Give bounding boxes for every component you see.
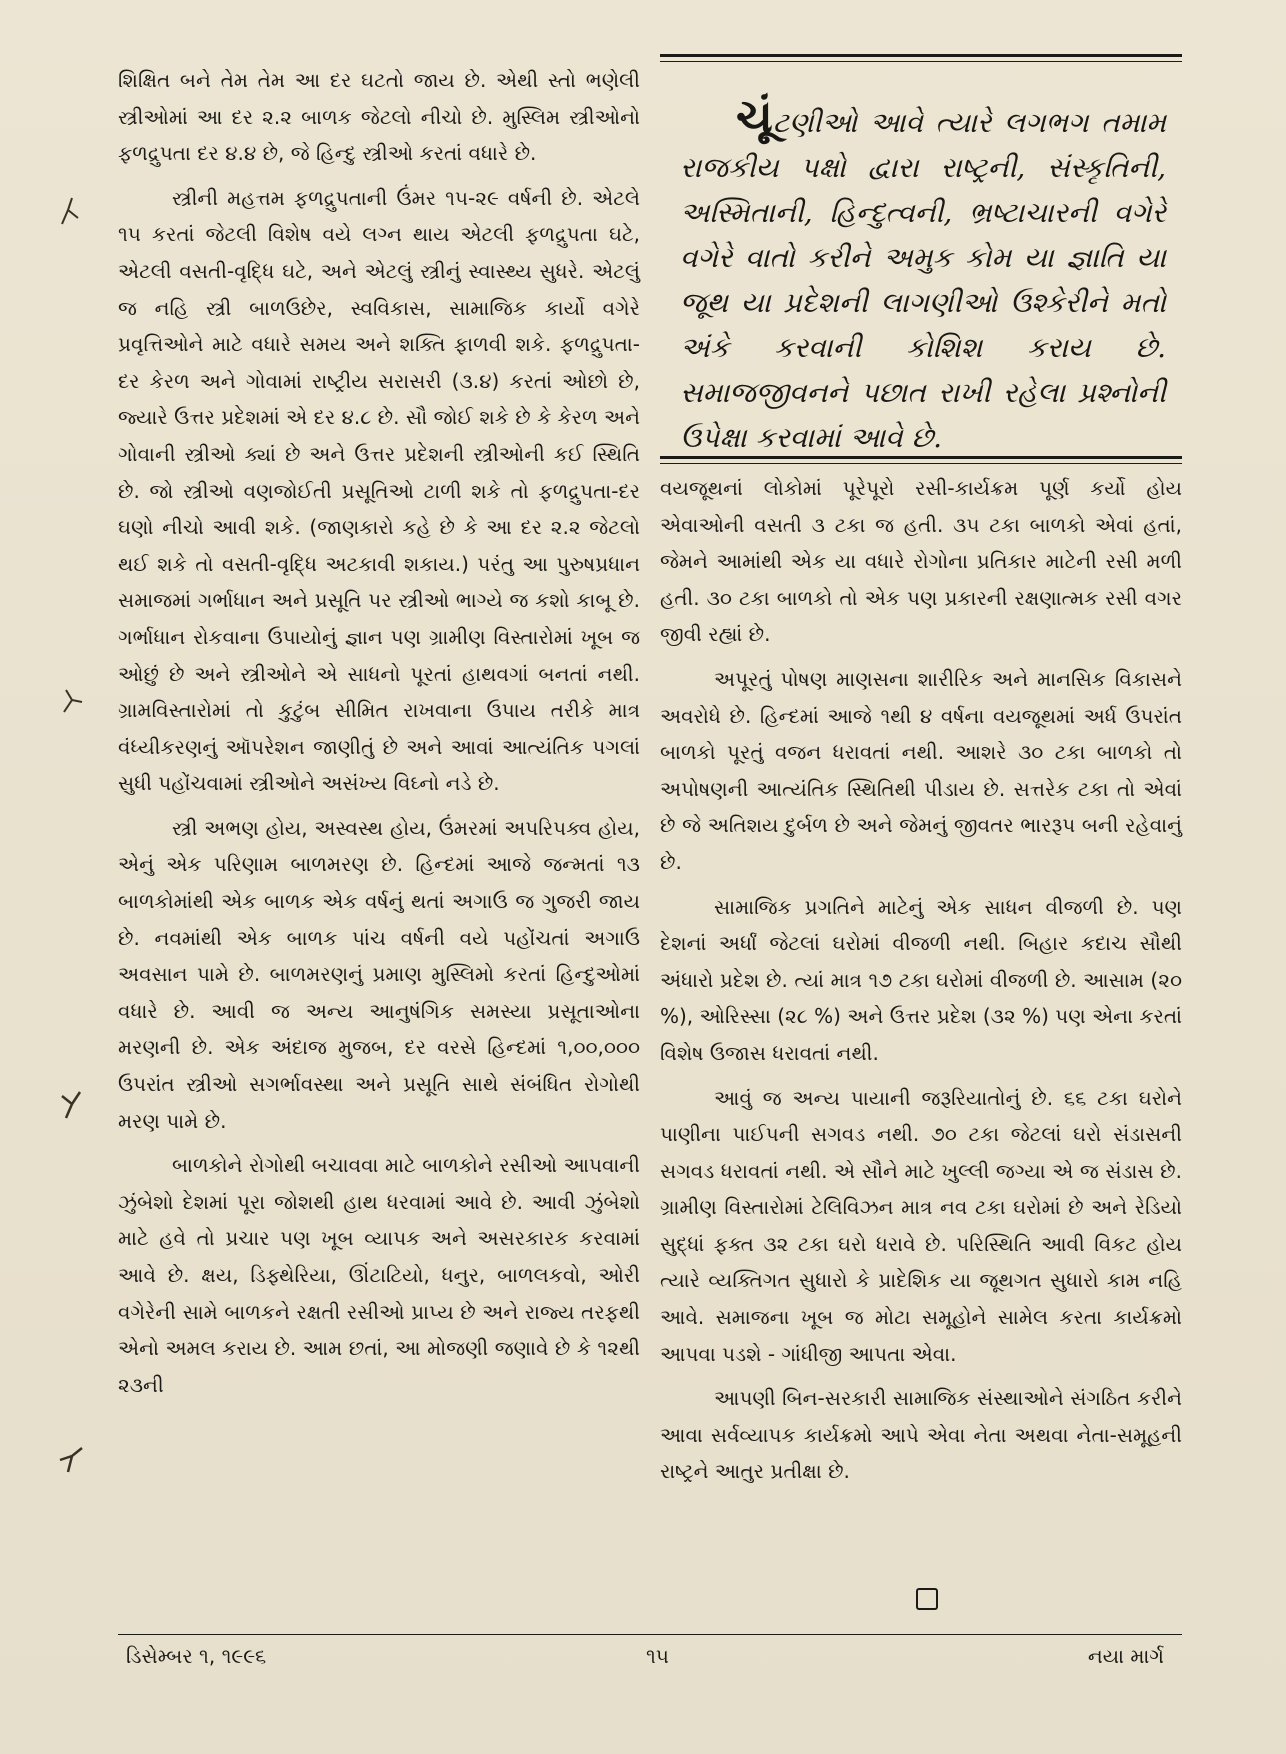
pull-quote-box	[660, 54, 1182, 464]
page-footer	[118, 1634, 1182, 1675]
right-paragraph-2: અપૂરતું પોષણ માણસના શારીરિક અને માનસિક વિકાસને અવરોધે છે. હિન્દમાં આજે ૧થી ૪ વર્ષના વયજૂથમાં અર્ધ ઉપરાંત બાળકો પૂરતું વજન ધરાવતાં નથી. આશરે ૩૦ ટકા બાળકો તો અપોષણની આત્યંતિક સ્થિતિથી પીડાય છે. સત્તરેક ટકા તો એવાં છે જે અતિશય દુર્બળ છે અને જેમનું જીવતર ભારરૂપ બની રહેવાનું છે.	[660, 666, 1182, 874]
right-paragraph-4: આવું જ અન્ય પાયાની જરૂરિયાતોનું છે. ૬૬ ટકા ઘરોને પાણીના પાઈપની સગવડ નથી. ૭૦ ટકા જેટલાં ઘરો સંડાસની સગવડ ધરાવતાં નથી. એ સૌને માટે ખુલ્લી જગ્યા એ જ સંડાસ છે. ગ્રામીણ વિસ્તારોમાં ટેલિવિઝન માત્ર નવ ટકા ઘરોમાં છે અને રેડિયો સુદ્ધાં ફક્ત ૩૨ ટકા ઘરો ધરાવે છે. પરિસ્થિતિ આવી વિકટ હોય ત્યારે વ્યક્તિગત સુધારો કે પ્રાદેશિક યા જૂથગત સુધારો કામ નહિ આવે. સમાજના ખૂબ જ મોટા સમૂહોને સામેલ કરતા કાર્યક્રમો આપવા પડશે - ગાંધીજી આપતા એવા.	[660, 1085, 1182, 1366]
footer-date: ડિસેમ્બર ૧, ૧૯૯૬	[126, 1644, 267, 1668]
left-paragraph-1: શિક્ષિત બને તેમ તેમ આ દર ઘટતો જાય છે. એથી સ્તો ભણેલી સ્ત્રીઓમાં આ દર ૨.૨ બાળક જેટલો નીચો છે. મુસ્લિમ સ્ત્રીઓનો ફળદ્રુપતા દર ૪.૪ છે, જે હિન્દુ સ્ત્રીઓ કરતાં વધારે છે.	[118, 68, 640, 166]
binding-hole-icon	[58, 1090, 86, 1120]
right-paragraph-3: સામાજિક પ્રગતિને માટેનું એક સાધન વીજળી છે. પણ દેશનાં અર્ધાં જેટલાં ઘરોમાં વીજળી નથી. બિહાર કદાચ સૌથી અંધારો પ્રદેશ છે. ત્યાં માત્ર ૧૭ ટકા ઘરોમાં વીજળી છે. આસામ (૨૦ %), ઓરિસ્સા (૨૮ %) અને ઉત્તર પ્રદેશ (૩૨ %) પણ એના કરતાં વિશેષ ઉજાસ ધરાવતાં નથી.	[660, 894, 1182, 1065]
left-column	[118, 62, 640, 1411]
right-paragraph-5: આપણી બિન-સરકારી સામાજિક સંસ્થાઓને સંગઠિત કરીને આવા સર્વવ્યાપક કાર્યક્રમો આપે એવા નેતા અથવા નેતા-સમૂહની રાષ્ટ્રને આતુર પ્રતીક્ષા છે.	[660, 1386, 1182, 1484]
binding-hole-icon	[58, 686, 86, 716]
left-paragraph-2: સ્ત્રીની મહત્તમ ફળદ્રુપતાની ઉંમર ૧૫-૨૯ વર્ષની છે. એટલે ૧૫ કરતાં જેટલી વિશેષ વયે લગ્ન થાય એટલી ફળદ્રુપતા ઘટે, એટલી વસતી-વૃદ્ધિ ઘટે, અને એટલું સ્ત્રીનું સ્વાસ્થ્ય સુધરે. એટલું જ નહિ સ્ત્રી બાળઉછેર, સ્વવિકાસ, સામાજિક કાર્યો વગેરે પ્રવૃત્તિઓને માટે વધારે સમય અને શક્તિ ફાળવી શકે. ફળદ્રુપતા-દર કેરળ અને ગોવામાં રાષ્ટ્રીય સરાસરી (૩.૪) કરતાં ઓછો છે, જ્યારે ઉત્તર પ્રદેશમાં એ દર ૪.૮ છે. સૌ જોઈ શકે છે કે કેરળ અને ગોવાની સ્ત્રીઓ ક્યાં છે અને ઉત્તર પ્રદેશની સ્ત્રીઓની કઈ સ્થિતિ છે. જો સ્ત્રીઓ વણજોઈતી પ્રસૂતિઓ ટાળી શકે તો ફળદ્રુપતા-દર ઘણો નીચો આવી શકે. (જાણકારો કહે છે કે આ દર ૨.૨ જેટલો થઈ શકે તો વસતી-વૃદ્ધિ અટકાવી શકાય.) પરંતુ આ પુરુષપ્રધાન સમાજમાં ગર્ભાધાન અને પ્રસૂતિ પર સ્ત્રીઓ ભાગ્યે જ કશો કાબૂ છે. ગર્ભાધાન રોકવાના ઉપાયોનું જ્ઞાન પણ ગ્રામીણ વિસ્તારોમાં ખૂબ જ ઓછું છે અને સ્ત્રીઓને એ સાધનો પૂરતાં હાથવગાં બનતાં નથી. ગ્રામવિસ્તારોમાં તો કુટુંબ સીમિત રાખવાના ઉપાય તરીકે માત્ર વંધ્યીકરણનું ઑપરેશન જાણીતું છે અને આવાં આત્યંતિક પગલાં સુધી પહોંચવામાં સ્ત્રીઓને અસંખ્ય વિઘ્નો નડે છે.	[118, 185, 640, 796]
pull-quote-body: ટણીઓ આવે ત્યારે લગભગ તમામ રાજકીય પક્ષો દ્વારા રાષ્ટ્રની, સંસ્કૃતિની, અસ્મિતાની, હિન્દુત્વની, ભ્રષ્ટાચારની વગેરે વગેરે વાતો કરીને અમુક કોમ યા જ્ઞાતિ યા જૂથ યા પ્રદેશની લાગણીઓ ઉશ્કેરીને મતો અંકે કરવાની કોશિશ કરાય છે. સમાજજીવનને પછાત રાખી રહેલા પ્રશ્નોની ઉપેક્ષા કરવામાં આવે છે.	[680, 106, 1166, 454]
pull-quote-top-rule	[660, 54, 1182, 62]
right-column	[660, 470, 1182, 1498]
pull-quote-text	[660, 62, 1182, 476]
left-paragraph-3: સ્ત્રી અભણ હોય, અસ્વસ્થ હોય, ઉંમરમાં અપરિપક્વ હોય, એનું એક પરિણામ બાળમરણ છે. હિન્દમાં આજે જન્મતાં ૧૩ બાળકોમાંથી એક બાળક એક વર્ષનું થતાં અગાઉ જ ગુજરી જાય છે. નવમાંથી એક બાળક પાંચ વર્ષની વયે પહોંચતાં અગાઉ અવસાન પામે છે. બાળમરણનું પ્રમાણ મુસ્લિમો કરતાં હિન્દુઓમાં વધારે છે. આવી જ અન્ય આનુષંગિક સમસ્યા પ્રસૂતાઓના મરણની છે. એક અંદાજ મુજબ, દર વરસે હિન્દમાં ૧,૦૦,૦૦૦ ઉપરાંત સ્ત્રીઓ સગર્ભાવસ્થા અને પ્રસૂતિ સાથે સંબંધિત રોગોથી મરણ પામે છે.	[118, 815, 640, 1133]
pull-quote-drop-char: ચૂં	[736, 89, 773, 143]
pull-quote-bottom-rule	[660, 456, 1182, 464]
binding-hole-icon	[58, 196, 86, 226]
article-end-icon	[916, 1588, 938, 1610]
footer-page-number: ૧૫	[646, 1644, 669, 1668]
footer-publication: નયા માર્ગ	[1087, 1644, 1164, 1668]
left-paragraph-4: બાળકોને રોગોથી બચાવવા માટે બાળકોને રસીઓ આપવાની ઝુંબેશો દેશમાં પૂરા જોશથી હાથ ધરવામાં આવે છે. આવી ઝુંબેશો માટે હવે તો પ્રચાર પણ ખૂબ વ્યાપક અને અસરકારક કરવામાં આવે છે. ક્ષય, ડિફ્થેરિયા, ઊંટાટિયો, ધનુર, બાળલકવો, ઓરી વગેરેની સામે બાળકને રક્ષતી રસીઓ પ્રાપ્ય છે અને રાજ્ય તરફથી એનો અમલ કરાય છે. આમ છતાં, આ મોજણી જણાવે છે કે ૧૨થી ૨૩ની	[118, 1153, 640, 1397]
right-paragraph-1: વયજૂથનાં લોકોમાં પૂરેપૂરો રસી-કાર્યક્રમ પૂર્ણ કર્યો હોય એવાઓની વસતી ૩ ટકા જ હતી. ૩૫ ટકા બાળકો એવાં હતાં, જેમને આમાંથી એક યા વધારે રોગોના પ્રતિકાર માટેની રસી મળી હતી. ૩૦ ટકા બાળકો તો એક પણ પ્રકારની રક્ષણાત્મક રસી વગર જીવી રહ્યાં છે.	[660, 476, 1182, 647]
binding-hole-icon	[58, 1444, 86, 1474]
